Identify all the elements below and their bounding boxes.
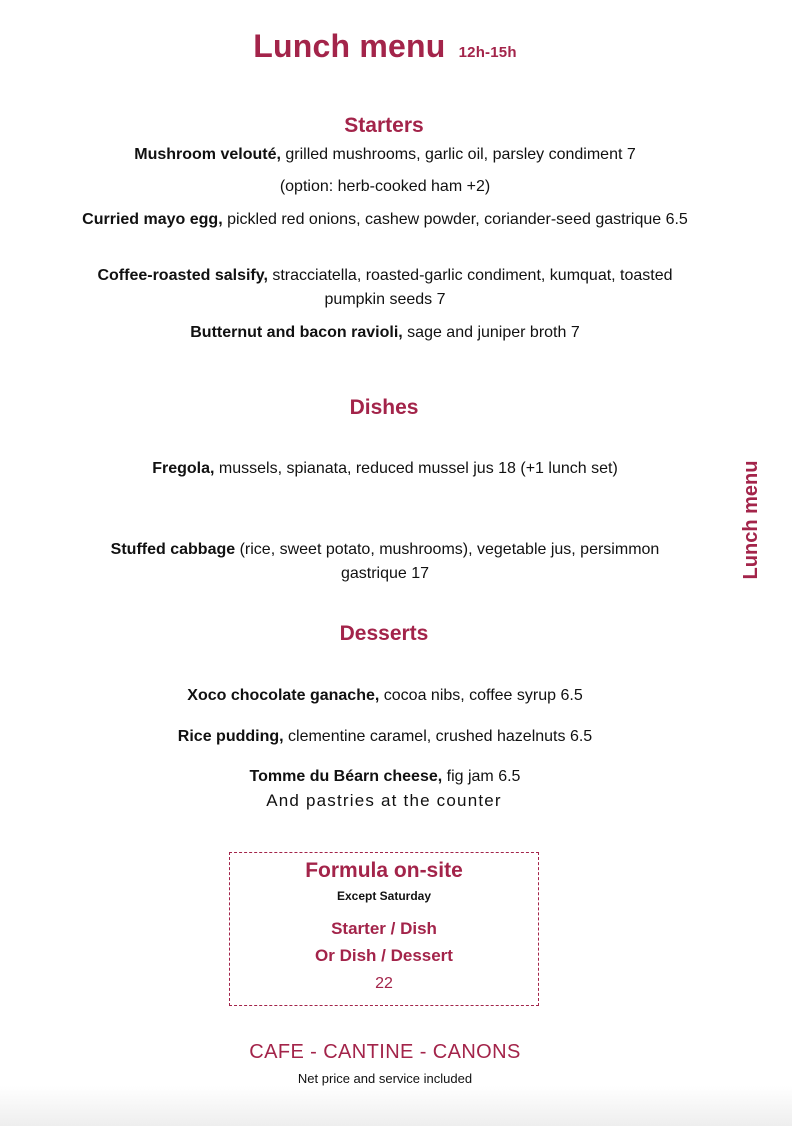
dessert-item — [80, 684, 690, 708]
formula-price: 22 — [375, 975, 393, 992]
dish-item-name: Fregola, — [152, 460, 215, 477]
formula-note: Except Saturday — [336, 889, 432, 903]
dish-item-desc: (rice, sweet potato, mushrooms), vegetable jus, persimmon gastrique 17 — [235, 541, 660, 582]
starter-item-name: Coffee-roasted salsify, — [97, 267, 268, 284]
menu-title-text: Lunch menu — [253, 28, 446, 64]
dessert-item — [80, 765, 690, 789]
formula-box — [229, 852, 539, 1006]
starter-item-desc: (option: herb-cooked ham +2) — [279, 178, 491, 195]
starter-item-name: Curried mayo egg, — [82, 211, 223, 228]
desserts-heading: Desserts — [339, 622, 429, 645]
dish-item-desc: mussels, spianata, reduced mussel jus 18 (+1 lunch set) — [214, 460, 618, 477]
starter-item-option — [80, 175, 690, 199]
dish-item — [80, 457, 690, 481]
footer-note: Net price and service included — [297, 1071, 473, 1086]
dessert-item-desc: clementine caramel, crushed hazelnuts 6.5 — [283, 728, 593, 745]
formula-option-1: Starter / Dish — [331, 919, 437, 938]
formula-title: Formula on-site — [305, 859, 463, 882]
starter-item-name: Mushroom velouté, — [134, 146, 281, 163]
starter-item-desc: pickled red onions, cashew powder, coriander-seed gastrique 6.5 — [222, 211, 688, 228]
footer-brand: CAFE - CANTINE - CANONS — [249, 1041, 521, 1063]
dishes-heading: Dishes — [349, 396, 419, 419]
menu-title — [0, 28, 770, 65]
formula-option-2: Or Dish / Dessert — [315, 946, 453, 965]
starter-item — [80, 264, 690, 312]
dessert-item-desc: fig jam 6.5 — [442, 768, 521, 785]
starter-item — [80, 321, 690, 345]
side-label: Lunch menu — [740, 460, 762, 580]
starter-item-name: Butternut and bacon ravioli, — [190, 324, 403, 341]
dish-item-name: Stuffed cabbage — [110, 541, 236, 558]
starter-item — [80, 208, 690, 232]
dessert-item — [80, 725, 690, 749]
starter-item-desc: grilled mushrooms, garlic oil, parsley condiment 7 — [280, 146, 636, 163]
dessert-item-name: Xoco chocolate ganache, — [187, 687, 380, 704]
starter-item-desc: stracciatella, roasted-garlic condiment, kumquat, toasted pumpkin seeds 7 — [267, 267, 673, 308]
pastries-note: And pastries at the counter — [266, 791, 502, 810]
starter-item-desc: sage and juniper broth 7 — [402, 324, 580, 341]
bottom-shadow — [0, 1086, 792, 1126]
dessert-item-desc: cocoa nibs, coffee syrup 6.5 — [379, 687, 583, 704]
menu-hours: 12h-15h — [458, 44, 517, 61]
dessert-item-name: Tomme du Béarn cheese, — [249, 768, 443, 785]
dessert-item-name: Rice pudding, — [177, 728, 284, 745]
dish-item — [80, 538, 690, 586]
starters-heading: Starters — [344, 114, 424, 137]
starter-item — [80, 143, 690, 167]
